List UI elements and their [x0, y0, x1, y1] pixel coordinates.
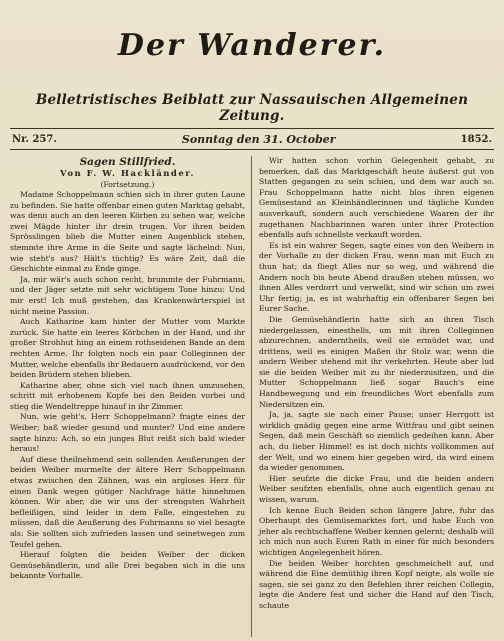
paragraph: Katharine aber, ohne sich viel nach ihnen umzusehen, schritt mit erhobenem Kopfe bei den Beiden vorbei und stieg die Wendeltreppe hinauf in ihr Zimmer. [10, 380, 245, 411]
paragraph: Ja, ja, sagte sie nach einer Pause; unser Herrgott ist wirklich gnädig gegen eine arme Wittfrau und gibt seinen Segen, daß mein Geschäft so ziemlich gedeihen kann. Aber ach, du lieber Himmel! es ist doch nichts vollkommen auf der Welt, und wo einem hier gegeben wird, da wird einem da wieder genommen. [259, 410, 494, 473]
issue-number: Nr. 257. [12, 133, 57, 145]
story-title: Sagen Stillfried. [79, 156, 176, 168]
paragraph: Ja, mir wär's auch schon recht, brummte der Fuhrmann, und der Jäger setzte mit sehr wichtigem Tone hinzu: Und mir erst! Ich muß gestehen, das Krankenwärterspiel ist nicht meine Passion. [10, 274, 245, 316]
paragraph: Hier seufzte die dicke Frau, und die beiden andern Weiber seufzten ebenfalls, ohne auch eigentlich genau zu wissen, warum. [259, 473, 494, 504]
article-columns [10, 156, 494, 637]
right-column [252, 156, 494, 637]
masthead-subtitle: Belletristisches Beiblatt zur Nassauischen Allgemeinen Zeitung. [35, 92, 469, 124]
paragraph: Auch Katharine kam hinter der Mutter vom Markte zurück. Sie hatte ein leeres Körbchen in der Hand, und ihr großer Strohhut hing an einem rothseidenen Bande an dem rechten Arme. Ihr folgten noch ein paar Colleginnen der Mutter, welche ebenfalls ihr Bedauern ausdrückend, vor den beiden Brüdern stehen blieben. [10, 317, 245, 380]
dateline-bar [10, 128, 494, 150]
story-byline: Von F. W. Hackländer. [60, 169, 195, 179]
issue-year: 1852. [460, 133, 492, 145]
story-continuation-note: (Fortsetzung.) [100, 180, 155, 189]
paragraph: Es ist ein wahrer Segen, sagte eines von den Weibern in der Vorhalle zu der dicken Frau, wenn man mit Euch zu thun hat; da fliegt Alles nur so weg, und während die Andern noch bis heute Abend draußen stehen müssen, wo ihnen Alles verdorrt und verwelkt, sind wir schon um zwei Uhr fertig; ja, es ist wahrhaftig ein offenbarer Segen bei Eurer Sache. [259, 240, 494, 314]
paragraph: Ich kenne Euch Beiden schon längere Jahre, fuhr das Oberhaupt des Gemüsemarktes fort, und habe Euch von jeher als rechtschaffene Weiber kennen gelernt; deshalb will ich mich nun auch Euren Rath in einer für mich besonders wichtigen Angelegenheit hören. [259, 505, 494, 557]
paragraph: Die Gemüsehändlerin hatte sich an ihren Tisch niedergelassen, einesthells, um mit ihren Colleginnen abzurechnen, anderntheils, weil sie ermüdet war, und drittens, weil es einigen Maßen ihr Stolz war, wenn die andern Weiber stehend mit ihr verkehrten. Heute aber lud sie die beiden Weiber mit zu ihr niederzusitzen, und die Mutter Schoppelmann ließ sogar Bauch's eine Handbewegung und ein freundliches Wort ebenfalls zum Niedersitzen ein. [259, 314, 494, 409]
paragraph: Nun, wie geht's, Herr Schoppelmann? fragte eines der Weiber; baß wieder gesund und munter? Und eine andere sagte hinzu: Ach, so ein junges Blut reißt sich bald wieder heraus! [10, 412, 245, 454]
left-column [10, 156, 252, 637]
issue-date: Sonntag den 31. October [181, 132, 336, 146]
paragraph: Auf diese theilnehmend sein sollenden Aeußerungen der beiden Weiber murmelte der ältere Herr Schoppelmann etwas zwischen den Zähnen, was ein argloses Herz für einen Dank wegen gütiger Nachfrage hätte hinnehmen können. Wir aber, die wir uns der strengsten Wahrheit befleißigen, sind leider in dem Falle, eingestehen zu müssen, daß die Aeußerung des Fuhrmanns so viel besagte als: Sie sollten sich zufrieden lassen und seinetwegen zum Teufel gehen. [10, 454, 245, 549]
paragraph: Wir hatten schon vorhin Gelegenheit gehabt, zu bemerken, daß das Marktgeschäft heute äußerst gut von Statten gegangen zu sein schien, und dem war auch so. Frau Schoppelmann hatte nicht blos ihren eigenen Gemüsestand an Kleinhändlerinnen und tägliche Kunden ausverkauft, sondern auch verschiedene Waaren der ihr zugethanen Nachbarinnen waren unter ihrer Protection ebenfalls aufs schnellste verkauft worden. [259, 156, 494, 240]
paragraph: Hierauf folgten die beiden Weiber der dicken Gemüsehändlerin, und alle Drei begaben sich in die uns bekannte Vorhalle. [10, 550, 245, 581]
paragraph: Die beiden Weiber horchten geschmeichelt auf, und während die Eine demüthig ihren Kopf neigte, als wolle sie sagen, sie sei ganz zu den Befehlen ihrer reichen Collegin, legte die Andere fest und sicher die Hand auf den Tisch, schaute [259, 558, 494, 610]
paragraph: Madame Schoppelmann schien sich in ihrer guten Laune zu befinden. Sie hatte offenbar einen guten Marktag gehabt, was denn auch an den leeren Körben zu sehen war, welche zwei Mägde hinter ihr drein trugen. Vor ihren beiden Sprösslingen blieb die Mutter einen Augenblick stehen, stemmte ihre Arme in die Seite und sagte lächelnd: Nun, wie steht's aus? Hält's tüchtig? Es wäre Zeit, daß die Geschichte einmal zu Ende ginge. [10, 190, 245, 274]
masthead-title: Der Wanderer. [117, 28, 387, 63]
